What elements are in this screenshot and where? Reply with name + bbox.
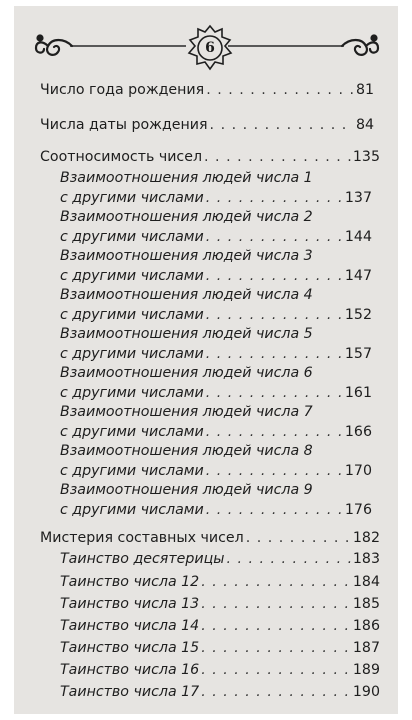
toc-entry-title-cont: с другими числами [60,463,204,479]
toc-subentry [60,549,380,569]
toc-entry-page: 161 [344,385,372,401]
dot-leader [204,147,351,167]
toc-entry-title-cont: с другими числами [60,190,204,206]
dot-leader [201,682,351,702]
toc-entry-title-cont: с другими числами [60,424,204,440]
toc-entry-page: 81 [355,82,374,98]
toc-entry-page: 186 [352,618,380,634]
toc-subentry [60,660,380,680]
dot-leader [246,528,351,548]
dot-leader [206,383,343,403]
toc-entry-page: 84 [355,117,374,133]
toc-subentry [60,638,380,658]
dot-leader [201,638,351,658]
dot-leader [206,227,343,247]
toc-entry [40,528,380,548]
toc-entry-page: 185 [352,596,380,612]
toc-subentry [60,363,372,403]
toc-entry-title: Таинство числа 14 [60,618,200,634]
toc-entry-title-cont: с другими числами [60,346,204,362]
toc-entry-title: Взаимоотношения людей числа 3 [60,248,313,264]
toc-entry [40,115,374,135]
toc-subentry [60,324,372,364]
toc-entry-title: Соотносимость чисел [40,149,203,165]
toc-subentry [60,616,380,636]
toc-entry-page: 190 [352,684,380,700]
left-flourish-icon [36,36,72,55]
toc-entry-title: Число года рождения [40,82,205,98]
right-flourish-icon [342,36,378,55]
dot-leader [206,461,343,481]
toc-entry-title: Таинство числа 16 [60,662,200,678]
toc-entry-title: Взаимоотношения людей числа 5 [60,326,313,342]
toc-entry-title: Взаимоотношения людей числа 7 [60,404,313,420]
toc-entry-title: Взаимоотношения людей числа 4 [60,287,313,303]
page-number: 6 [205,40,215,56]
toc-subentry [60,285,372,325]
toc-subentry [60,207,372,247]
toc-entry-page: 187 [352,640,380,656]
dot-leader [201,616,351,636]
toc-entry-title: Взаимоотношения людей числа 6 [60,365,313,381]
toc-entry-page: 157 [344,346,372,362]
toc-entry-title: Числа даты рождения [40,117,208,133]
toc-entry-title-cont: с другими числами [60,229,204,245]
toc-entry-title-cont: с другими числами [60,502,204,518]
toc-entry-title: Мистерия составных чисел [40,530,244,546]
toc-subentry [60,168,372,208]
dot-leader [206,266,343,286]
dot-leader [206,305,343,325]
toc-subentry [60,441,372,481]
toc-entry-page: 184 [352,574,380,590]
toc-entry-page: 183 [352,551,380,567]
toc-entry-page: 152 [344,307,372,323]
toc-entry-page: 176 [344,502,372,518]
toc-entry-title: Взаимоотношения людей числа 8 [60,443,313,459]
toc-subentry [60,246,372,286]
toc-entry-page: 189 [352,662,380,678]
dot-leader [206,188,343,208]
toc-entry-title-cont: с другими числами [60,268,204,284]
toc-entry-title: Таинство десятерицы [60,551,225,567]
dot-leader [201,594,351,614]
toc-subentry [60,480,372,520]
dot-leader [206,422,343,442]
toc-entry-page: 170 [344,463,372,479]
page-header [14,6,398,76]
dot-leader [206,80,354,100]
toc-entry-page: 144 [344,229,372,245]
toc-entry-title: Взаимоотношения людей числа 9 [60,482,313,498]
toc-entry-title: Таинство числа 13 [60,596,200,612]
dot-leader [226,549,350,569]
toc-entry-page: 182 [352,530,380,546]
toc-subentry [60,402,372,442]
toc-subentry [60,572,380,592]
toc-entry-title-cont: с другими числами [60,385,204,401]
toc-entry [40,80,374,100]
dot-leader [201,660,351,680]
toc-entry-title: Взаимоотношения людей числа 2 [60,209,313,225]
dot-leader [210,115,354,135]
dot-leader [206,500,343,520]
toc-subentry [60,594,380,614]
toc-entry-title: Таинство числа 12 [60,574,200,590]
dot-leader [201,572,351,592]
toc-entry-title: Таинство числа 15 [60,640,200,656]
toc-entry-page: 135 [352,149,380,165]
toc-entry [40,147,380,167]
toc-entry-page: 137 [344,190,372,206]
toc-entry-title: Таинство числа 17 [60,684,200,700]
toc-entry-page: 166 [344,424,372,440]
toc-subentry [60,682,380,702]
dot-leader [206,344,343,364]
toc-entry-title-cont: с другими числами [60,307,204,323]
book-page [14,6,398,714]
toc-entry-title: Взаимоотношения людей числа 1 [60,170,313,186]
toc-entry-page: 147 [344,268,372,284]
